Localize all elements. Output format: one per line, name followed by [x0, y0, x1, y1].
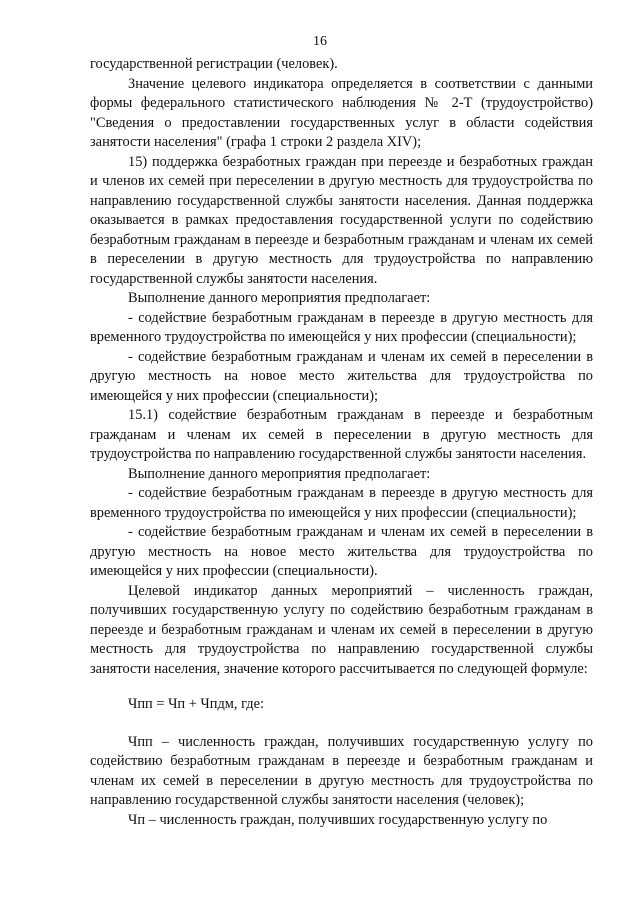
document-body — [90, 55, 593, 830]
paragraph-5: - содействие безработным гражданам в переезде в другую местность для временного трудоустройства по имеющейся у них профессии (специальности); — [90, 309, 593, 345]
paragraph-8: Выполнение данного мероприятия предполагает: — [128, 465, 431, 482]
paragraph-6: - содействие безработным гражданам и членам их семей в переселении в другую местность на новое место жительства для трудоустройства по имеющейся у них профессии (специальности); — [90, 348, 593, 404]
paragraph-3: 15) поддержка безработных граждан при переезде и безработных граждан и членов их семей при переселении в другую местность для трудоустройства по направлению государственной службы занятости населения. Данная поддержка оказывается в рамках предоставления государственной услуги по содействию безработным гражданам в переезде и безработным гражданам и членам их семей в переселении в другую местность для трудоустройства по направлению государственной службы занятости населения. — [90, 153, 593, 287]
paragraph-2: Значение целевого индикатора определяется в соответствии с данными формы федерального статистического наблюдения № 2-Т (трудоустройство) "Сведения о предоставлении государственных услуг в области содействия занятости населения" (графа 1 строки 2 раздела XIV); — [90, 75, 593, 150]
paragraph-1: государственной регистрации (человек). — [90, 56, 338, 72]
definition-1: Чпп – численность граждан, получивших государственную услугу по содействию безработным гражданам в переезде и безработным гражданам и членам их семей в переселении в другую местность для трудоустройства по направлению государственной службы занятости населения (человек); — [90, 733, 593, 808]
paragraph-4: Выполнение данного мероприятия предполагает: — [128, 290, 431, 306]
definition-2: Чп – численность граждан, получивших государственную услугу по — [128, 811, 548, 828]
paragraph-9: - содействие безработным гражданам в переезде в другую местность для временного трудоустройства по имеющейся у них профессии (специальности); — [90, 485, 593, 521]
page-number: 16 — [313, 34, 327, 49]
paragraph-10: - содействие безработным гражданам и членам их семей в переселении в другую местность на новое место жительства для трудоустройства по имеющейся у них профессии (специальности). — [90, 524, 593, 579]
formula: Чпп = Чп + Чпдм, где: — [128, 696, 265, 712]
paragraph-11: Целевой индикатор данных мероприятий – численность граждан, получивших государственную услугу по содействию безработным гражданам в переезде и безработным гражданам и членам их семей в переселении в другую местность для трудоустройства по направлению государственной службы занятости населения, значение которого рассчитывается по следующей формуле: — [90, 582, 593, 677]
paragraph-7: 15.1) содействие безработным гражданам в переезде и безработным гражданам и членам их семей в переселении в другую местность для трудоустройства по направлению государственной службы занятости населения. — [90, 407, 593, 462]
